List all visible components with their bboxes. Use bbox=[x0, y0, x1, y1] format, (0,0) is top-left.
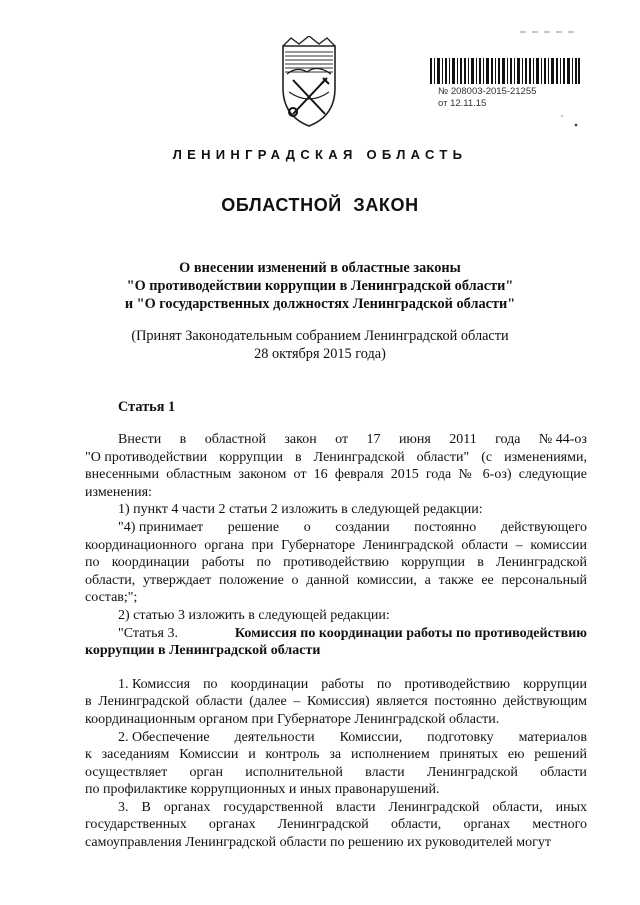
document-type: ОБЛАСТНОЙ ЗАКОН bbox=[221, 195, 419, 215]
text-line bbox=[85, 693, 587, 711]
text-word: о bbox=[303, 519, 311, 535]
text-word: государственных bbox=[85, 817, 187, 833]
law-title-line: О внесении изменений в областные законы bbox=[179, 260, 461, 276]
text-word: Внести bbox=[118, 432, 162, 447]
scan-specks bbox=[520, 30, 600, 140]
new-article-title-cont: коррупции в Ленинградской области bbox=[85, 643, 321, 659]
text-word: постоянно bbox=[414, 519, 477, 535]
text-word: "О противодействии bbox=[85, 449, 208, 465]
text-word: в bbox=[295, 449, 302, 465]
text-word: (с bbox=[481, 449, 493, 465]
text-word: к заседаниям Комиссии и контроль за исполнением принятых ею решений bbox=[85, 747, 587, 763]
text-word: года bbox=[495, 432, 521, 447]
text-word: областной bbox=[204, 432, 266, 447]
text-word: деятельности bbox=[234, 729, 315, 745]
text-word: координации bbox=[230, 676, 309, 692]
law-title bbox=[90, 259, 550, 313]
new-article-title: Комиссия по координации работы по противодействию bbox=[234, 625, 587, 641]
paragraph-1 bbox=[85, 676, 587, 729]
registration-date: от 12.11.15 bbox=[438, 98, 487, 109]
text-word: закон bbox=[284, 432, 317, 447]
text-word: состав;"; bbox=[85, 590, 138, 606]
text-line bbox=[85, 729, 587, 747]
text-word: области bbox=[540, 764, 587, 780]
text-line bbox=[85, 589, 587, 607]
text-word: орган bbox=[189, 764, 223, 780]
text-word: 2. Обеспечение bbox=[118, 729, 210, 745]
paragraph-3 bbox=[85, 799, 587, 852]
text-line bbox=[85, 799, 587, 817]
text-word: работы bbox=[321, 676, 364, 692]
text-word: изменениями, bbox=[504, 449, 587, 465]
text-word: действующего bbox=[500, 519, 587, 535]
text-word: 2011 bbox=[449, 432, 477, 447]
text-word: по профилактике коррупционных и иных правонарушений. bbox=[85, 782, 440, 798]
text-line bbox=[85, 781, 587, 799]
text-word: в Ленинградской области (далее – Комиссия) является постоянно действующим bbox=[85, 694, 587, 710]
text-line bbox=[85, 746, 587, 764]
text-word: самоуправления Ленинградской области по решению их руководителей могут bbox=[85, 835, 551, 851]
text-word: Ленинградской bbox=[313, 449, 405, 465]
text-line bbox=[85, 834, 587, 852]
coat-of-arms-emblem bbox=[277, 36, 341, 128]
text-word: внесенными областным законом от 16 февраля 2015 года № 6-оз) следующие bbox=[85, 467, 587, 483]
text-line bbox=[85, 449, 587, 467]
text-word: осуществляет bbox=[85, 764, 168, 780]
adoption-note bbox=[90, 327, 550, 363]
text-line bbox=[85, 711, 587, 729]
text-word: № 44-оз bbox=[538, 432, 587, 447]
text-word: области" bbox=[416, 449, 470, 465]
text-line bbox=[85, 431, 587, 449]
text-line bbox=[85, 466, 587, 484]
registration-number: № 208003-2015-21255 bbox=[438, 86, 537, 97]
text-word: координационного органа при Губернаторе Ленинградской области – комиссии bbox=[85, 537, 587, 553]
text-word: исполнительной bbox=[245, 764, 343, 780]
text-word: власти bbox=[365, 764, 405, 780]
text-word: 1. Комиссия bbox=[118, 676, 191, 692]
text-word: 3. В органах государственной власти Ленинградской области, иных bbox=[118, 799, 587, 815]
text-word: Ленинградской bbox=[277, 817, 369, 833]
amendment-item-1-text bbox=[85, 519, 587, 607]
text-word: создании bbox=[335, 519, 390, 535]
law-title-line: "О противодействии коррупции в Ленинградской области" bbox=[126, 278, 514, 294]
text-word: органах bbox=[463, 817, 511, 833]
region-name: ЛЕНИНГРАДСКАЯ ОБЛАСТЬ bbox=[172, 147, 468, 162]
paragraph-2 bbox=[85, 729, 587, 799]
text-word: изменения: bbox=[85, 484, 152, 500]
text-line bbox=[85, 816, 587, 834]
text-word: по bbox=[203, 676, 218, 692]
text-word: в bbox=[179, 432, 187, 447]
spacer bbox=[85, 660, 587, 676]
text-word: коррупции bbox=[523, 676, 587, 692]
intro-paragraph bbox=[85, 431, 587, 501]
text-line bbox=[85, 676, 587, 694]
text-line bbox=[85, 484, 587, 502]
text-word: от bbox=[335, 432, 349, 447]
text-word: 17 bbox=[366, 432, 381, 447]
text-word: по bbox=[376, 676, 392, 692]
adoption-line: (Принят Законодательным собранием Ленинградской области bbox=[131, 328, 509, 344]
adoption-date: 28 октября 2015 года) bbox=[254, 346, 386, 362]
text-word: местного bbox=[532, 817, 587, 833]
text-word: области, bbox=[390, 817, 442, 833]
amendment-item-2: 2) статью 3 изложить в следующей редакции: bbox=[118, 607, 390, 623]
text-word: "4) принимает bbox=[118, 519, 204, 535]
text-line bbox=[85, 537, 587, 555]
text-word: материалов bbox=[518, 729, 587, 745]
amendment-item-1: 1) пункт 4 части 2 статьи 2 изложить в следующей редакции: bbox=[118, 502, 483, 518]
text-line bbox=[85, 572, 587, 590]
text-word: органах bbox=[208, 817, 256, 833]
text-word: области, утверждает положение о данной комиссии, а также ее персональный bbox=[85, 572, 587, 588]
article-heading: Статья 1 bbox=[118, 399, 176, 415]
text-word: решение bbox=[227, 519, 280, 535]
new-article-heading-line bbox=[85, 625, 587, 643]
text-word: Комиссии, bbox=[339, 729, 403, 745]
text-word: Ленинградской bbox=[426, 764, 518, 780]
text-word: противодействию bbox=[404, 676, 511, 692]
law-title-line: и "О государственных должностях Ленинградской области" bbox=[124, 296, 516, 312]
text-word: июня bbox=[398, 432, 431, 447]
article-body bbox=[85, 431, 587, 852]
text-line bbox=[85, 764, 587, 782]
text-word: по координации работы по противодействию коррупции в Ленинградской bbox=[85, 555, 587, 571]
text-line bbox=[85, 554, 587, 572]
new-article-prefix: "Статья 3. bbox=[118, 625, 178, 641]
text-line bbox=[85, 519, 587, 537]
text-word: коррупции bbox=[219, 449, 284, 465]
text-word: координационным органом при Губернаторе Ленинградской области. bbox=[85, 711, 500, 727]
text-word: подготовку bbox=[427, 729, 494, 745]
